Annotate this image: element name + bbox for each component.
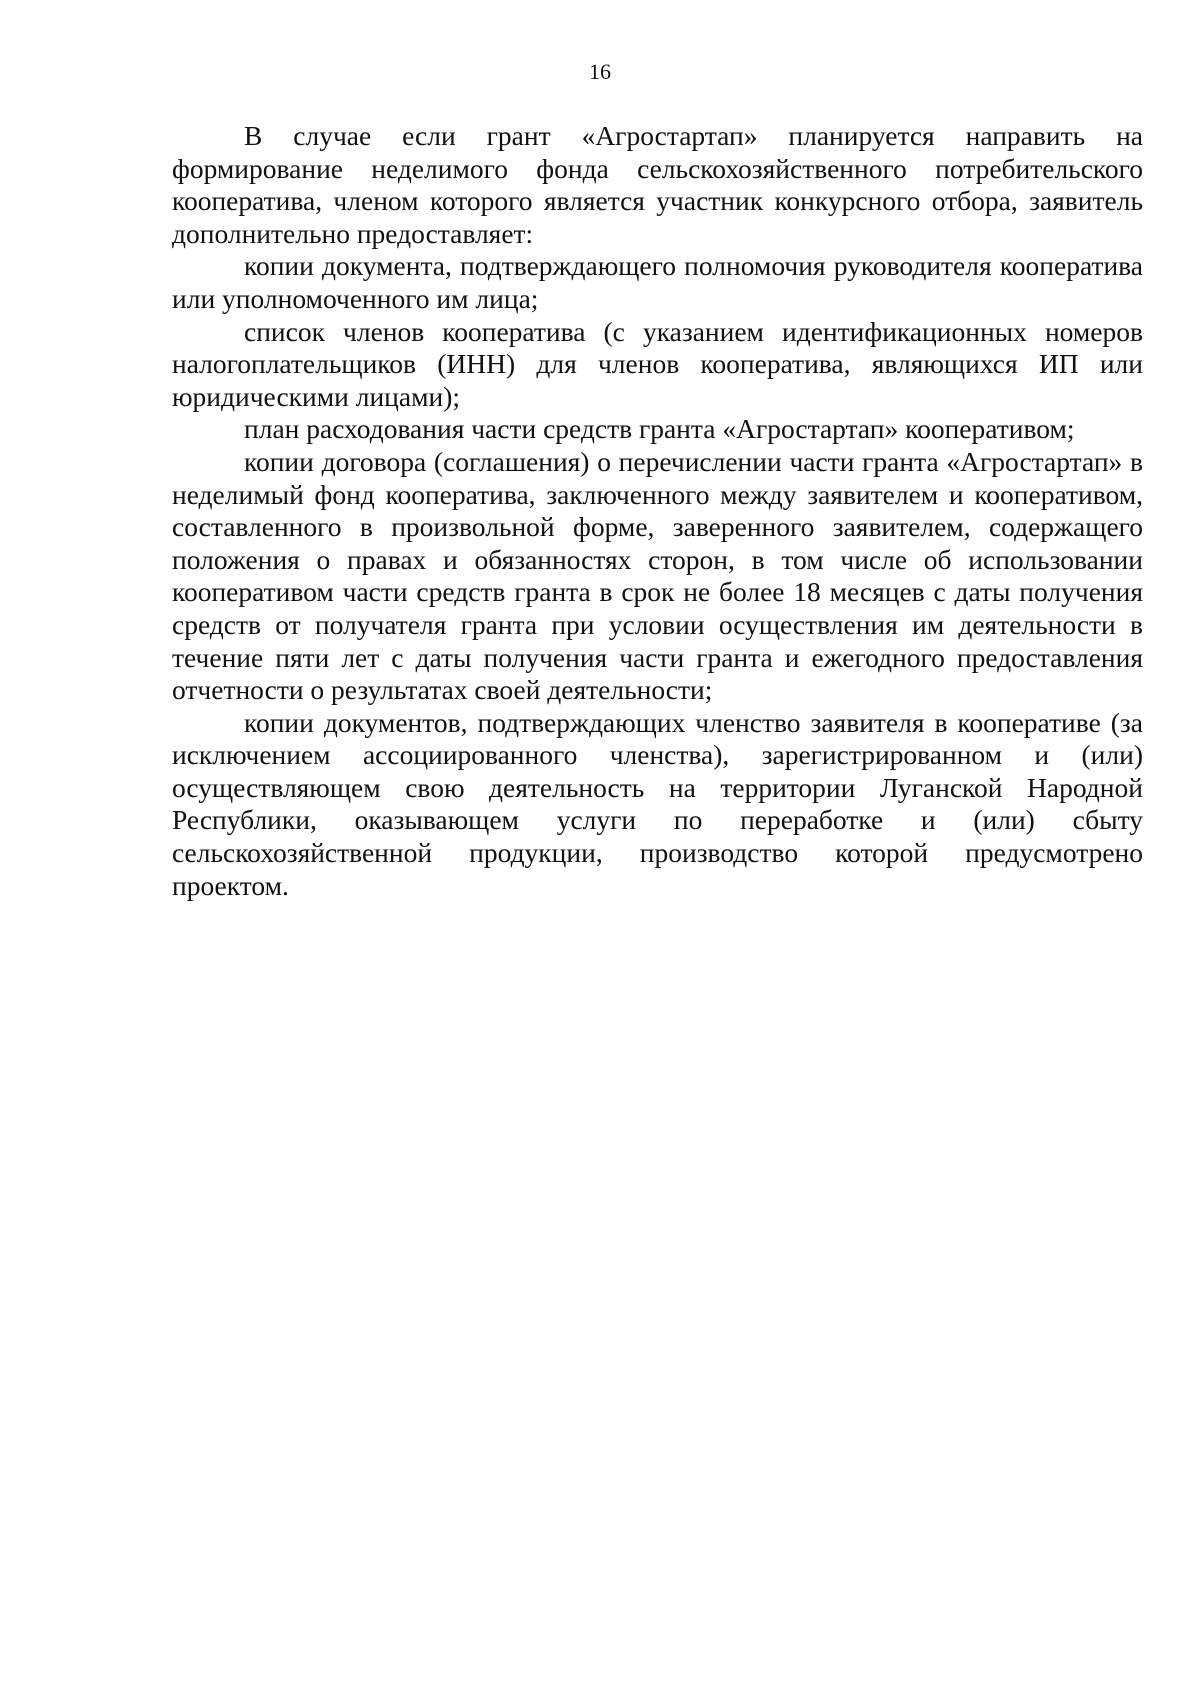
paragraph-member-list: список членов кооператива (с указанием идентификационных номеров налогоплательщиков (ИНН) для членов кооператива, являющихся ИП или юридическими лицами); [172,315,1143,412]
paragraph-agreement-copies: копии договора (соглашения) о перечислении части гранта «Агростартап» в неделимый фонд кооператива, заключенного между заявителем и кооперативом, составленного в произвольной форме, заверенного заявителем, содержащего положения о правах и обязанностях сторон, в том числе об использовании кооперативом части средств гранта в срок не более 18 месяцев с даты получения средств от получателя гранта при условии осуществления им деятельности в течение пяти лет с даты получения части гранта и ежегодного предоставления отчетности о результатах своей деятельности; [172,445,1143,706]
document-body [172,120,1143,902]
paragraph-intro: В случае если грант «Агростартап» планируется направить на формирование неделимого фонда сельскохозяйственного потребительского кооператива, членом которого является участник конкурсного отбора, заявитель дополнительно предоставляет: [172,120,1143,249]
page-number: 16 [589,59,611,84]
paragraph-spending-plan: план расходования части средств гранта «Агростартап» кооперативом; [244,413,1075,445]
paragraph-authority-documents: копии документа, подтверждающего полномочия руководителя кооператива или уполномоченного им лица; [172,250,1143,314]
paragraph-membership-documents: копии документов, подтверждающих членство заявителя в кооперативе (за исключением ассоциированного членства), зарегистрированном и (или) осуществляющем свою деятельность на территории Луганской Народной Республики, оказывающем услуги по переработке и (или) сбыту сельскохозяйственной продукции, производство которой предусмотрено проектом. [172,706,1143,901]
